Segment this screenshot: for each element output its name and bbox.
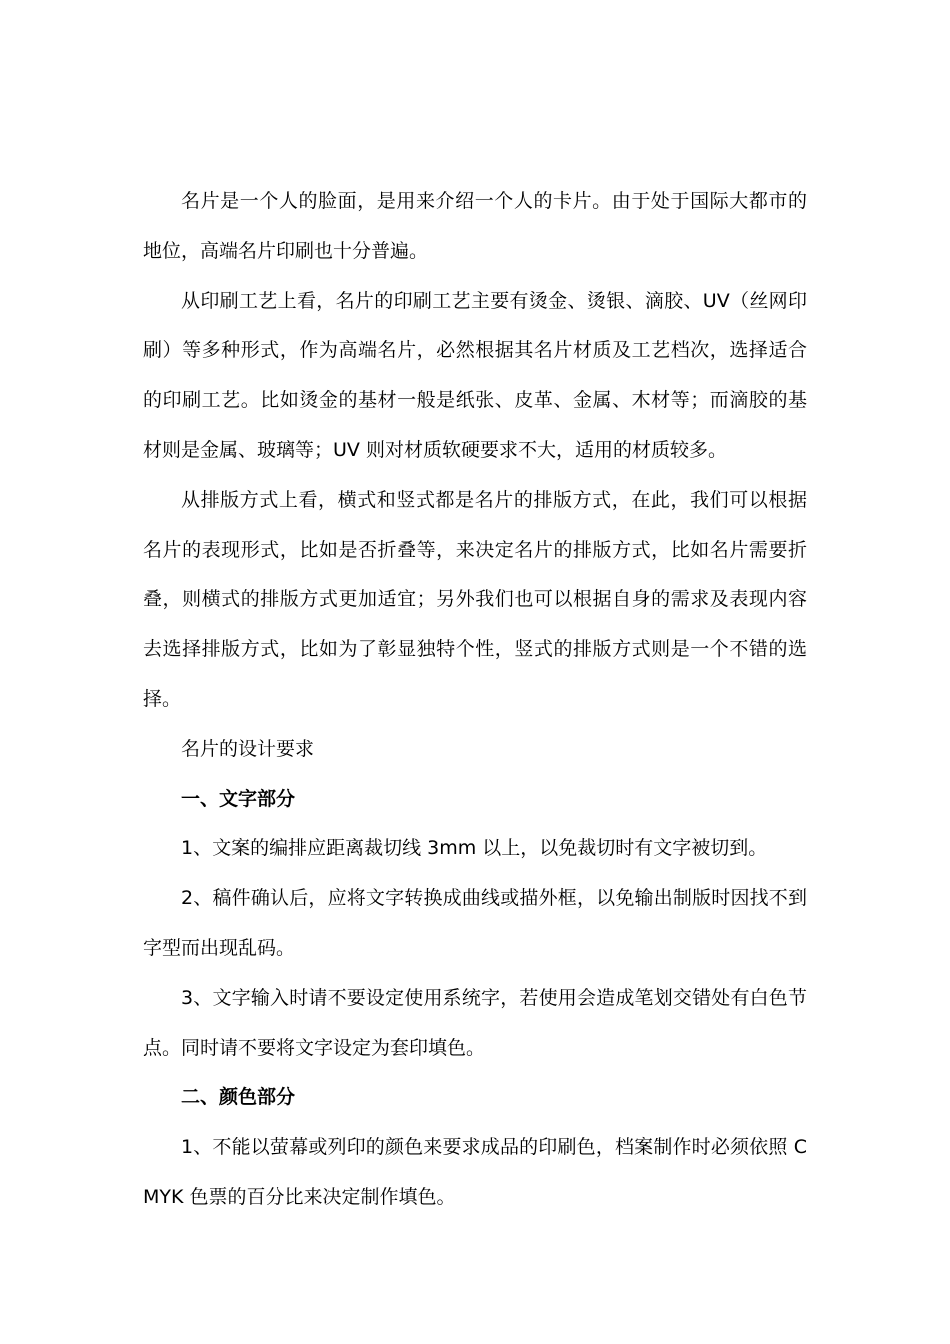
paragraph-layout-style: 从排版方式上看，横式和竖式都是名片的排版方式，在此，我们可以根据名片的表现形式，比如是否折叠等，来决定名片的排版方式，比如名片需要折叠，则横式的排版方式更加适宜；另外我们也可以根据自身的需求及表现内容去选择排版方式，比如为了彰显独特个性，竖式的排版方式则是一个不错的选择。 xyxy=(143,488,807,710)
paragraph-design-requirements: 名片的设计要求 xyxy=(181,737,315,760)
section-heading-color: 二、颜色部分 xyxy=(181,1086,296,1109)
color-rule-1: 1、不能以萤幕或列印的颜色来要求成品的印刷色，档案制作时必须依照 CMYK 色票的百分比来决定制作填色。 xyxy=(143,1136,807,1208)
text-rule-3: 3、文字输入时请不要设定使用系统字，若使用会造成笔划交错处有白色节点。同时请不要将文字设定为套印填色。 xyxy=(143,986,807,1059)
paragraph-printing-process: 从印刷工艺上看，名片的印刷工艺主要有烫金、烫银、滴胶、UV（丝网印刷）等多种形式，作为高端名片，必然根据其名片材质及工艺档次，选择适合的印刷工艺。比如烫金的基材一般是纸张、皮革、金属、木材等；而滴胶的基材则是金属、玻璃等；UV 则对材质软硬要求不大，适用的材质较多。 xyxy=(143,289,807,461)
paragraph-intro: 名片是一个人的脸面，是用来介绍一个人的卡片。由于处于国际大都市的地位，高端名片印刷也十分普遍。 xyxy=(143,190,807,262)
document-body xyxy=(143,177,807,1223)
text-rule-2: 2、稿件确认后，应将文字转换成曲线或描外框，以免输出制版时因找不到字型而出现乱码。 xyxy=(143,887,807,959)
section-heading-text: 一、文字部分 xyxy=(181,787,296,810)
text-rule-1: 1、文案的编排应距离裁切线 3mm 以上，以免裁切时有文字被切到。 xyxy=(181,837,768,860)
